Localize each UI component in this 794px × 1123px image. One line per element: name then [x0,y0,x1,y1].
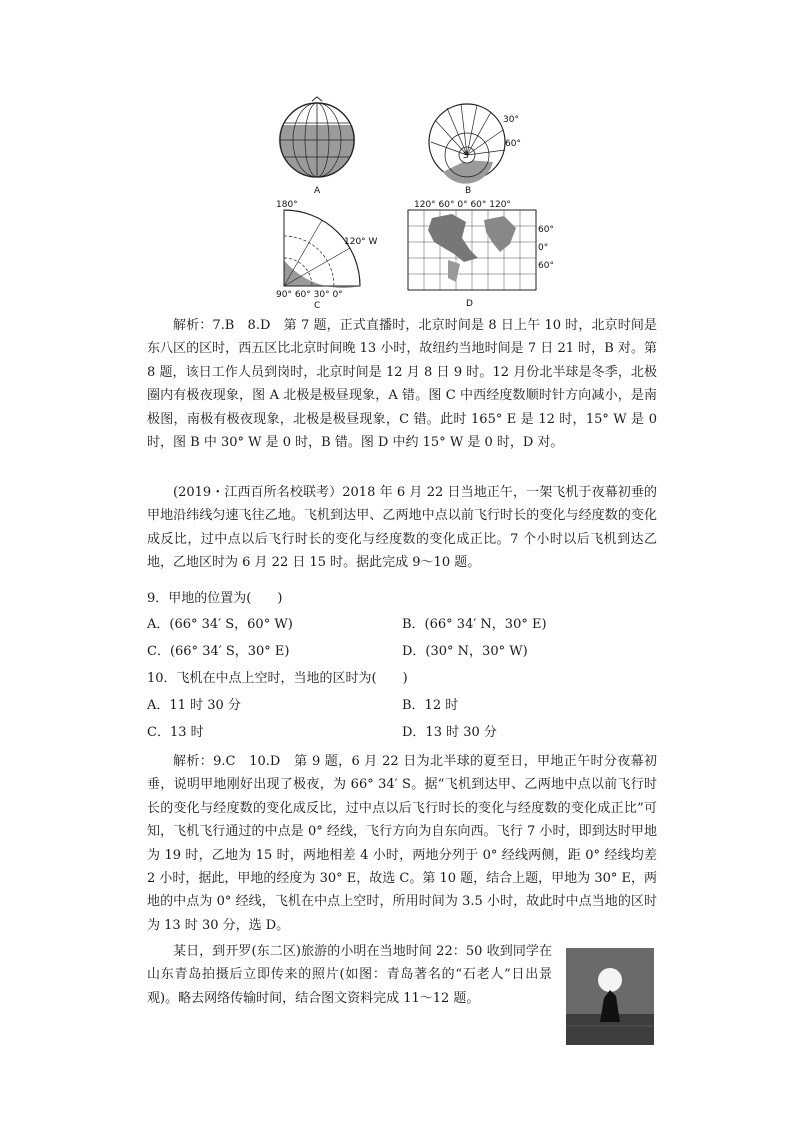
q10-option-d: D．13 时 30 分 [402,725,497,740]
figure-d-r3: 60° [538,261,554,271]
q9-option-a: A．(66° 34′ S，60° W) [147,617,293,632]
q9-stem: 9．甲地的位置为( ) [147,591,283,606]
figure-b-pole: S [463,151,469,161]
stone-old-man-photo [566,948,654,1045]
figure-b-label: B [465,186,472,196]
figure-a-label: A [314,186,321,196]
figure-c-quadrant [272,198,390,310]
figure-c-top: 180° [276,200,298,210]
q9-option-c: C．(66° 34′ S，30° E) [147,644,290,659]
figure-d-label: D [466,299,473,309]
figure-d-top: 120° 60° 0° 60° 120° [414,200,511,210]
figure-c-label: C [314,301,321,310]
figure-d-map [404,198,554,310]
figure-c-right: 120° W [344,237,378,247]
figure-b-lat30: 30° [503,115,519,125]
q9-option-b: B．(66° 34′ N，30° E) [402,617,547,632]
q10-stem: 10．飞机在中点上空时，当地的区时为( ) [147,671,408,686]
figure-d-r2: 0° [538,243,549,253]
q10-option-c: C．13 时 [147,725,204,740]
figure-a-globe [272,95,362,200]
q10-option-a: A．11 时 30 分 [147,698,241,713]
figure-c-bottom: 90° 60° 30° 0° [276,290,343,300]
intro-11-12: 某日，到开罗(东二区)旅游的小明在当地时间 22：50 收到同学在山东青岛拍摄后立即传来的照片(如图：青岛著名的“石老人”日出景观)。略去网络传输时间，结合图文资料完成 11～12 题。 [147,944,552,1006]
figure-d-r1: 60° [538,225,554,235]
figure-b-polar [425,100,530,200]
q10-option-b: B．12 时 [402,698,459,713]
intro-9-10: (2019・江西百所名校联考）2018 年 6 月 22 日当地正午，一架飞机于夜幕初垂的甲地沿纬线匀速飞往乙地。飞机到达甲、乙两地中点以前飞行时长的变化与经度数的变化成反比，过中点以后飞行时长的变化与经度数的变化成正比。7 个小时以后飞机到达乙地，乙地区时为 6 月 22 日 15 时。据此完成 9～10 题。 [147,485,657,571]
q9-option-d: D．(30° N，30° W) [402,644,528,659]
figure-b-lat60: 60° [505,139,521,149]
analysis-2: 解析：9.C 10.D 第 9 题，6 月 22 日为北半球的夏至日，甲地正午时分夜幕初垂，说明甲地刚好出现了极夜，为 66° 34′ S。据“飞机到达甲、乙两地中点以前飞行时长的变化与经度数的变化成反比，过中点以后飞行时长的变化与经度数的变化成正比”可知，飞机飞行通过的中点是 0° 经线，飞行方向为自东向西。飞行 7 小时，即到达时甲地为 19 时，乙地为 15 时，两地相差 4 小时，两地分列于 0° 经线两侧，距 0° 经线均差 2 小时，据此，甲地的经度为 30° E，故选 C。第 10 题，结合上题，甲地为 30° E，两地的中点为 0° 经线，飞机在中点上空时，所用时间为 3.5 小时，故此时中点当地的区时为 13 时 30 分，选 D。 [147,754,657,933]
analysis-1: 解析：7.B 8.D 第 7 题，正式直播时，北京时间是 8 日上午 10 时，北京时间是东八区的区时，西五区比北京时间晚 13 小时，故纽约当地时间是 7 日 21 时，B 对。第 8 题，该日工作人员到岗时，北京时间是 12 月 8 日 9 时。12 月份北半球是冬季，北极圈内有极夜现象，图 A 北极是极昼现象，A 错。图 C 中西经度数顺时针方向减小，是南极图，南极有极夜现象，北极是极昼现象，C 错。此时 165° E 是 12 时，15° W 是 0 时，图 B 中 30° W 是 0 时，B 错。图 D 中约 15° W 是 0 时，D 对。 [147,318,657,451]
